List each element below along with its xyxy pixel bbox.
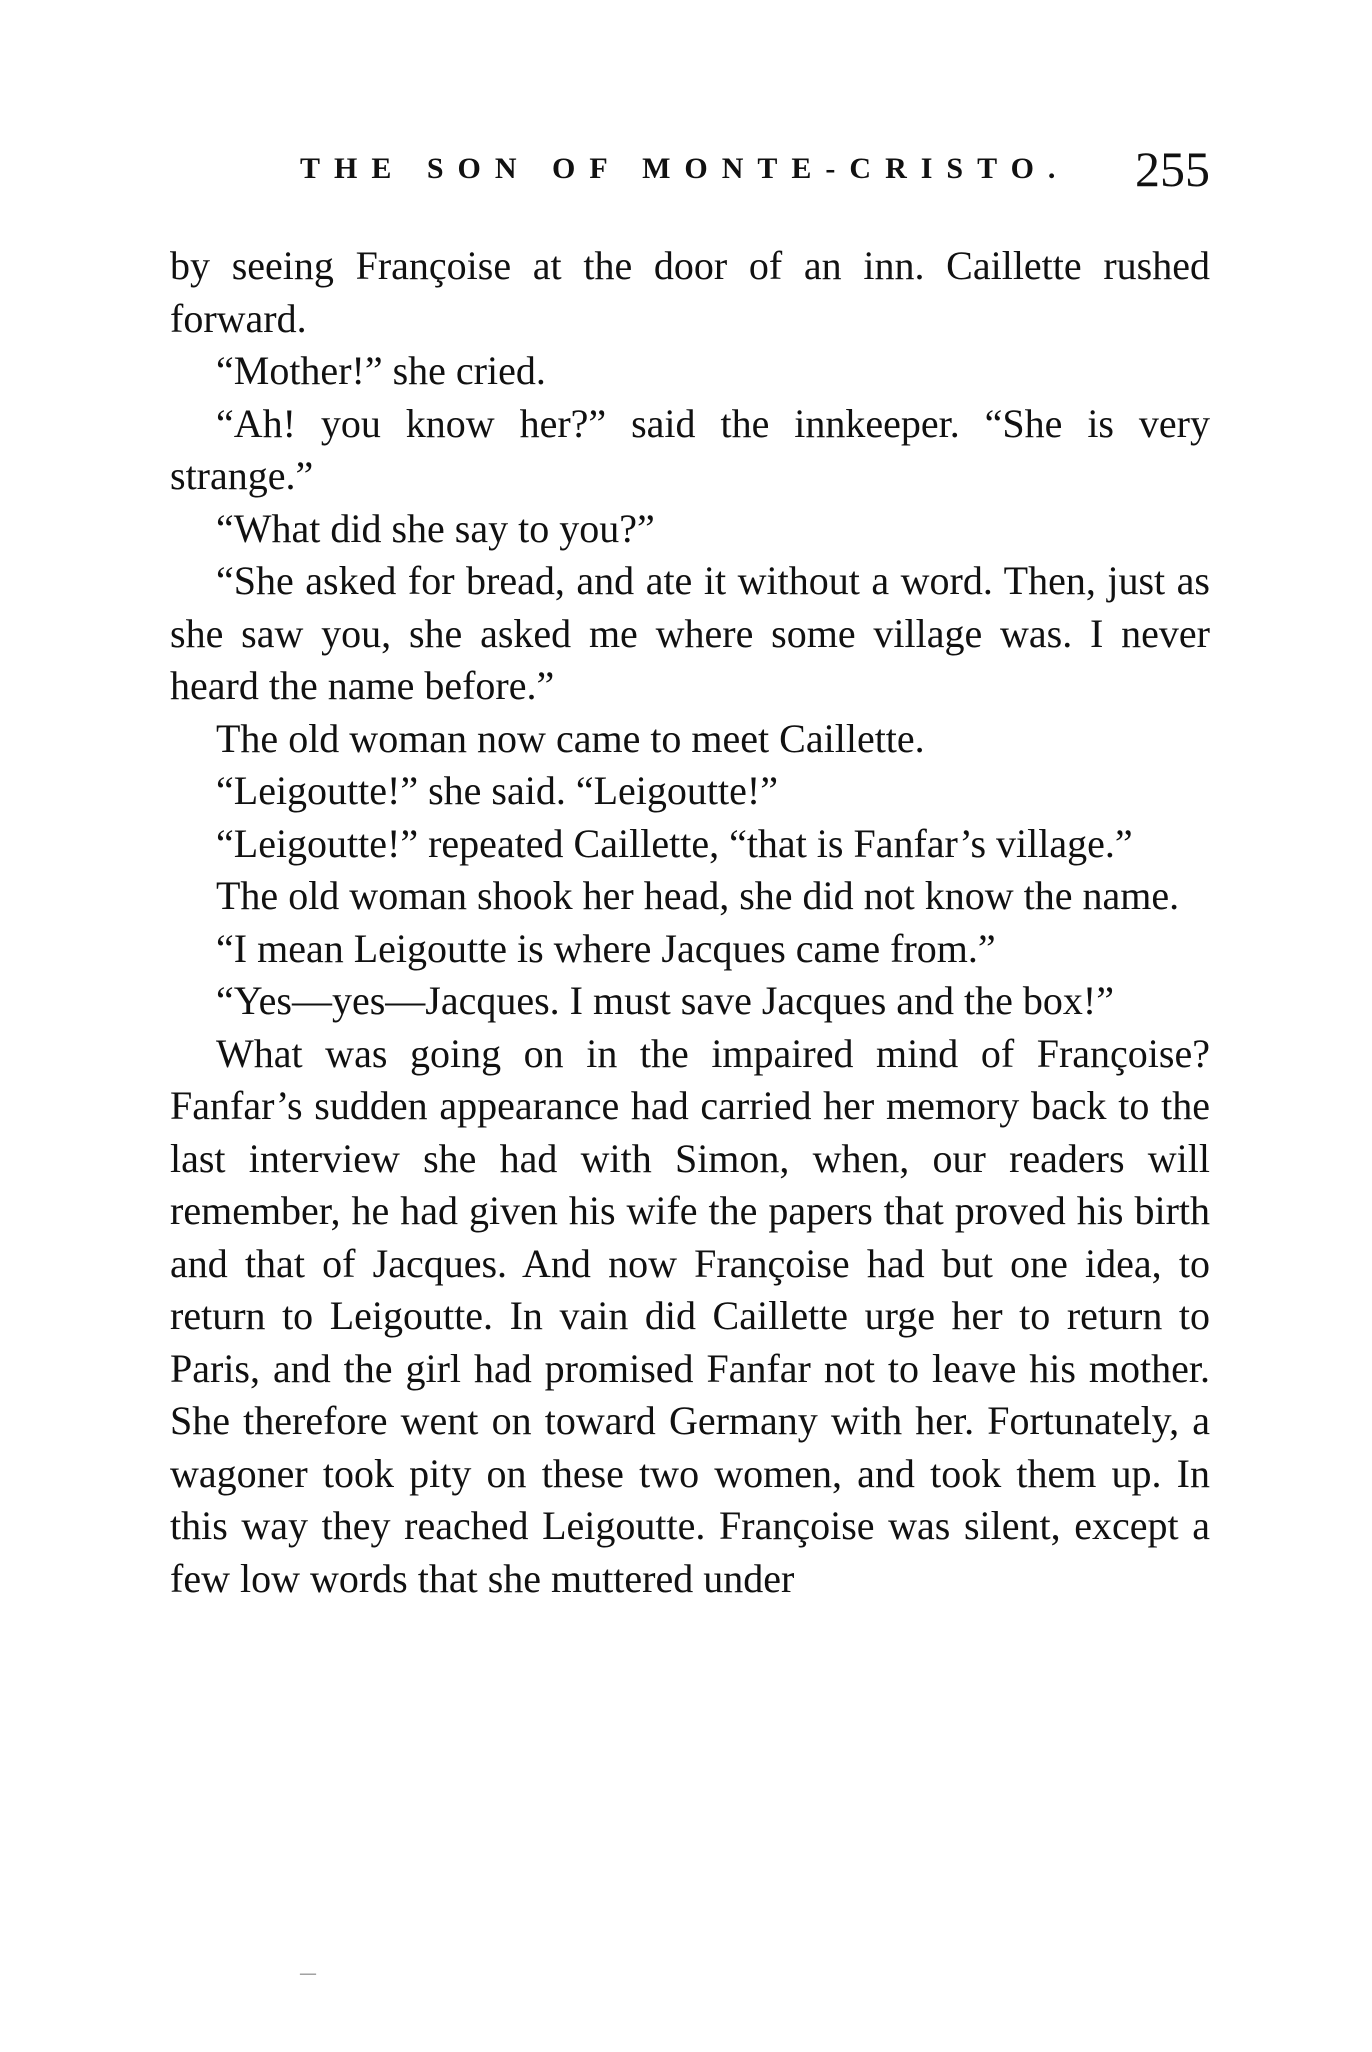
paragraph: “Mother!” she cried. [216, 348, 546, 393]
paragraph: “She asked for bread, and ate it without a word. Then, just as she saw you, she asked me where some village was. I never heard the name before.” [170, 558, 1210, 708]
page-number: 255 [1135, 141, 1210, 197]
paragraph: “What did she say to you?” [216, 505, 655, 551]
paragraph: The old woman shook her head, she did not know the name. [216, 873, 1180, 918]
paragraph: “Leigoutte!” she said. “Leigoutte!” [216, 768, 778, 813]
paragraph: The old woman now came to meet Caillette. [216, 715, 925, 761]
footer-mark: — [300, 1965, 316, 1982]
body-text [170, 240, 1210, 1605]
paragraph: “Ah! you know her?” said the innkeeper. “She is very strange.” [170, 400, 1210, 498]
paragraph: “Yes—yes—Jacques. I must save Jacques and the box!” [216, 978, 1114, 1023]
paragraph: by seeing Françoise at the door of an inn. Caillette rushed forward. [170, 243, 1210, 341]
running-title: THE SON OF MONTE-CRISTO. [300, 152, 1070, 185]
paragraph: “Leigoutte!” repeated Caillette, “that is Fanfar’s village.” [216, 820, 1133, 866]
paragraph: What was going on in the impaired mind of Françoise? Fanfar’s sudden appearance had carried her memory back to the last interview she had with Simon, when, our readers will remember, he had given his wife the papers that proved his birth and that of Jacques. And now Françoise had but one idea, to return to Leigoutte. In vain did Caillette urge her to return to Paris, and the girl had promised Fanfar not to leave his mother. She therefore went on toward Germany with her. Fortunately, a wagoner took pity on these two women, and took them up. In this way they reached Leigoutte. Françoise was silent, except a few low words that she muttered under [170, 1030, 1210, 1601]
running-head [300, 140, 1210, 200]
paragraph: “I mean Leigoutte is where Jacques came from.” [216, 925, 996, 971]
